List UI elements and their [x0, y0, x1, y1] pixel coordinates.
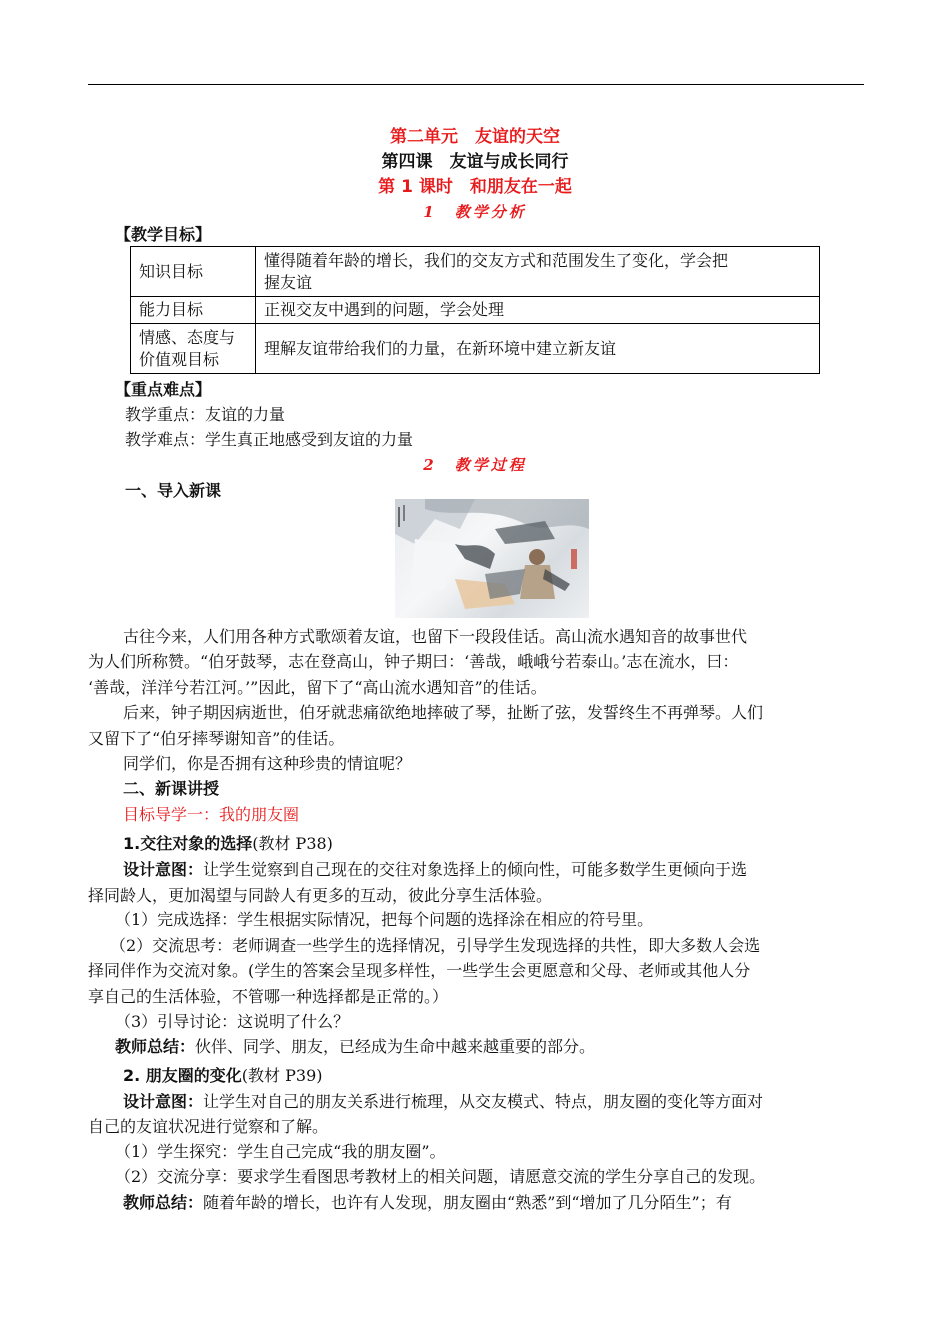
intro-paragraph-line: 又留下了“伯牙摔琴谢知音”的佳话。 — [88, 729, 345, 748]
subsection-title — [123, 834, 333, 854]
goal-heading: 目标导学一：我的朋友圈 — [123, 805, 300, 824]
design-intent-line: 自己的友谊状况进行觉察和了解。 — [88, 1117, 329, 1136]
objective-value — [256, 247, 820, 297]
activity-step: （1）学生探究：学生自己完成“我的朋友圈”。 — [115, 1142, 446, 1161]
intro-paragraph-line: 古往今来，人们用各种方式歌颂着友谊，也留下一段段佳话。高山流水遇知音的故事世代 — [123, 627, 748, 646]
objective-key-line: 价值观目标 — [139, 349, 220, 369]
design-intent-line — [123, 1092, 763, 1112]
lesson-title: 第四课 友谊与成长同行 — [381, 152, 569, 172]
design-intent-text: 让学生对自己的朋友关系进行梳理，从交友模式、特点，朋友圈的变化等方面对 — [203, 1092, 764, 1111]
subsection-name: 1.交往对象的选择 — [123, 834, 253, 853]
table-row — [131, 297, 820, 324]
period-title: 第 1 课时 和朋友在一起 — [378, 177, 572, 197]
intro-heading: 一、导入新课 — [125, 481, 222, 500]
painting-image — [395, 499, 589, 618]
design-intent-label: 设计意图： — [123, 860, 204, 879]
section-process-title: 2 教学过程 — [423, 456, 527, 474]
teaching-difficulty: 教学难点：学生真正地感受到友谊的力量 — [125, 430, 414, 449]
teacher-summary-label: 教师总结： — [123, 1193, 204, 1212]
keypoints-heading: 【重点难点】 — [115, 380, 212, 399]
textbook-reference: (教材 P38) — [252, 834, 333, 853]
activity-step: （1）完成选择：学生根据实际情况，把每个问题的选择涂在相应的符号里。 — [115, 910, 654, 929]
objective-value: 正视交友中遇到的问题，学会处理 — [256, 297, 820, 324]
activity-step: （2）交流分享：要求学生看图思考教材上的相关问题，请愿意交流的学生分享自己的发现。 — [115, 1167, 766, 1186]
teacher-summary — [123, 1193, 732, 1213]
teacher-summary-label: 教师总结： — [115, 1037, 196, 1056]
objective-value: 理解友谊带给我们的力量，在新环境中建立新友谊 — [256, 324, 820, 374]
table-row — [131, 324, 820, 374]
activity-step: （3）引导讨论：这说明了什么？ — [115, 1012, 350, 1031]
unit-title: 第二单元 友谊的天空 — [390, 127, 560, 147]
section-analysis-title: 1 教学分析 — [423, 203, 527, 221]
header-rule — [88, 84, 864, 85]
design-intent-line — [123, 860, 747, 880]
objective-key: 知识目标 — [131, 247, 256, 297]
intro-paragraph-line: 后来，钟子期因病逝世，伯牙就悲痛欲绝地摔破了琴，扯断了弦，发誓终生不再弹琴。人们 — [123, 703, 764, 722]
objective-key — [131, 324, 256, 374]
activity-step: 择同伴作为交流对象。(学生的答案会呈现多样性，一些学生会更愿意和父母、老师或其他人分 — [88, 961, 751, 980]
subsection-name: 2. 朋友圈的变化 — [123, 1066, 242, 1085]
teacher-summary-text: 随着年龄的增长，也许有人发现，朋友圈由“熟悉”到“增加了几分陌生”；有 — [203, 1193, 732, 1212]
teacher-summary-text: 伙伴、同学、朋友，已经成为生命中越来越重要的部分。 — [195, 1037, 596, 1056]
table-row — [131, 247, 820, 297]
activity-step: 享自己的生活体验，不管哪一种选择都是正常的。） — [88, 987, 449, 1006]
design-intent-text: 让学生觉察到自己现在的交往对象选择上的倾向性，可能多数学生更倾向于选 — [203, 860, 748, 879]
textbook-reference: (教材 P39) — [241, 1066, 323, 1085]
painting-drawing — [395, 499, 589, 618]
design-intent-label: 设计意图： — [123, 1092, 204, 1111]
objective-value-line: 懂得随着年龄的增长，我们的交友方式和范围发生了变化，学会把 — [264, 250, 729, 270]
intro-question: 同学们，你是否拥有这种珍贵的情谊呢？ — [123, 754, 412, 773]
objectives-table — [130, 246, 820, 374]
objective-key: 能力目标 — [131, 297, 256, 324]
objective-value-line: 握友谊 — [264, 272, 313, 292]
objective-key-line: 情感、态度与 — [139, 327, 236, 347]
intro-paragraph-line: ‘善哉，洋洋兮若江河。’”因此，留下了“高山流水遇知音”的佳话。 — [88, 678, 547, 697]
subsection-title — [123, 1066, 323, 1086]
objectives-heading: 【教学目标】 — [115, 225, 212, 244]
design-intent-line: 择同龄人，更加渴望与同龄人有更多的互动，彼此分享生活体验。 — [88, 886, 553, 905]
teacher-summary — [115, 1037, 595, 1057]
intro-paragraph-line: 为人们所称赞。“伯牙鼓琴，志在登高山，钟子期曰：‘善哉，峨峨兮若泰山。’志在流水，曰： — [88, 652, 739, 671]
new-lesson-heading: 二、新课讲授 — [123, 779, 220, 798]
activity-step: （2）交流思考：老师调查一些学生的选择情况，引导学生发现选择的共性，即大多数人会选 — [110, 936, 761, 955]
teaching-focus: 教学重点：友谊的力量 — [125, 405, 286, 424]
